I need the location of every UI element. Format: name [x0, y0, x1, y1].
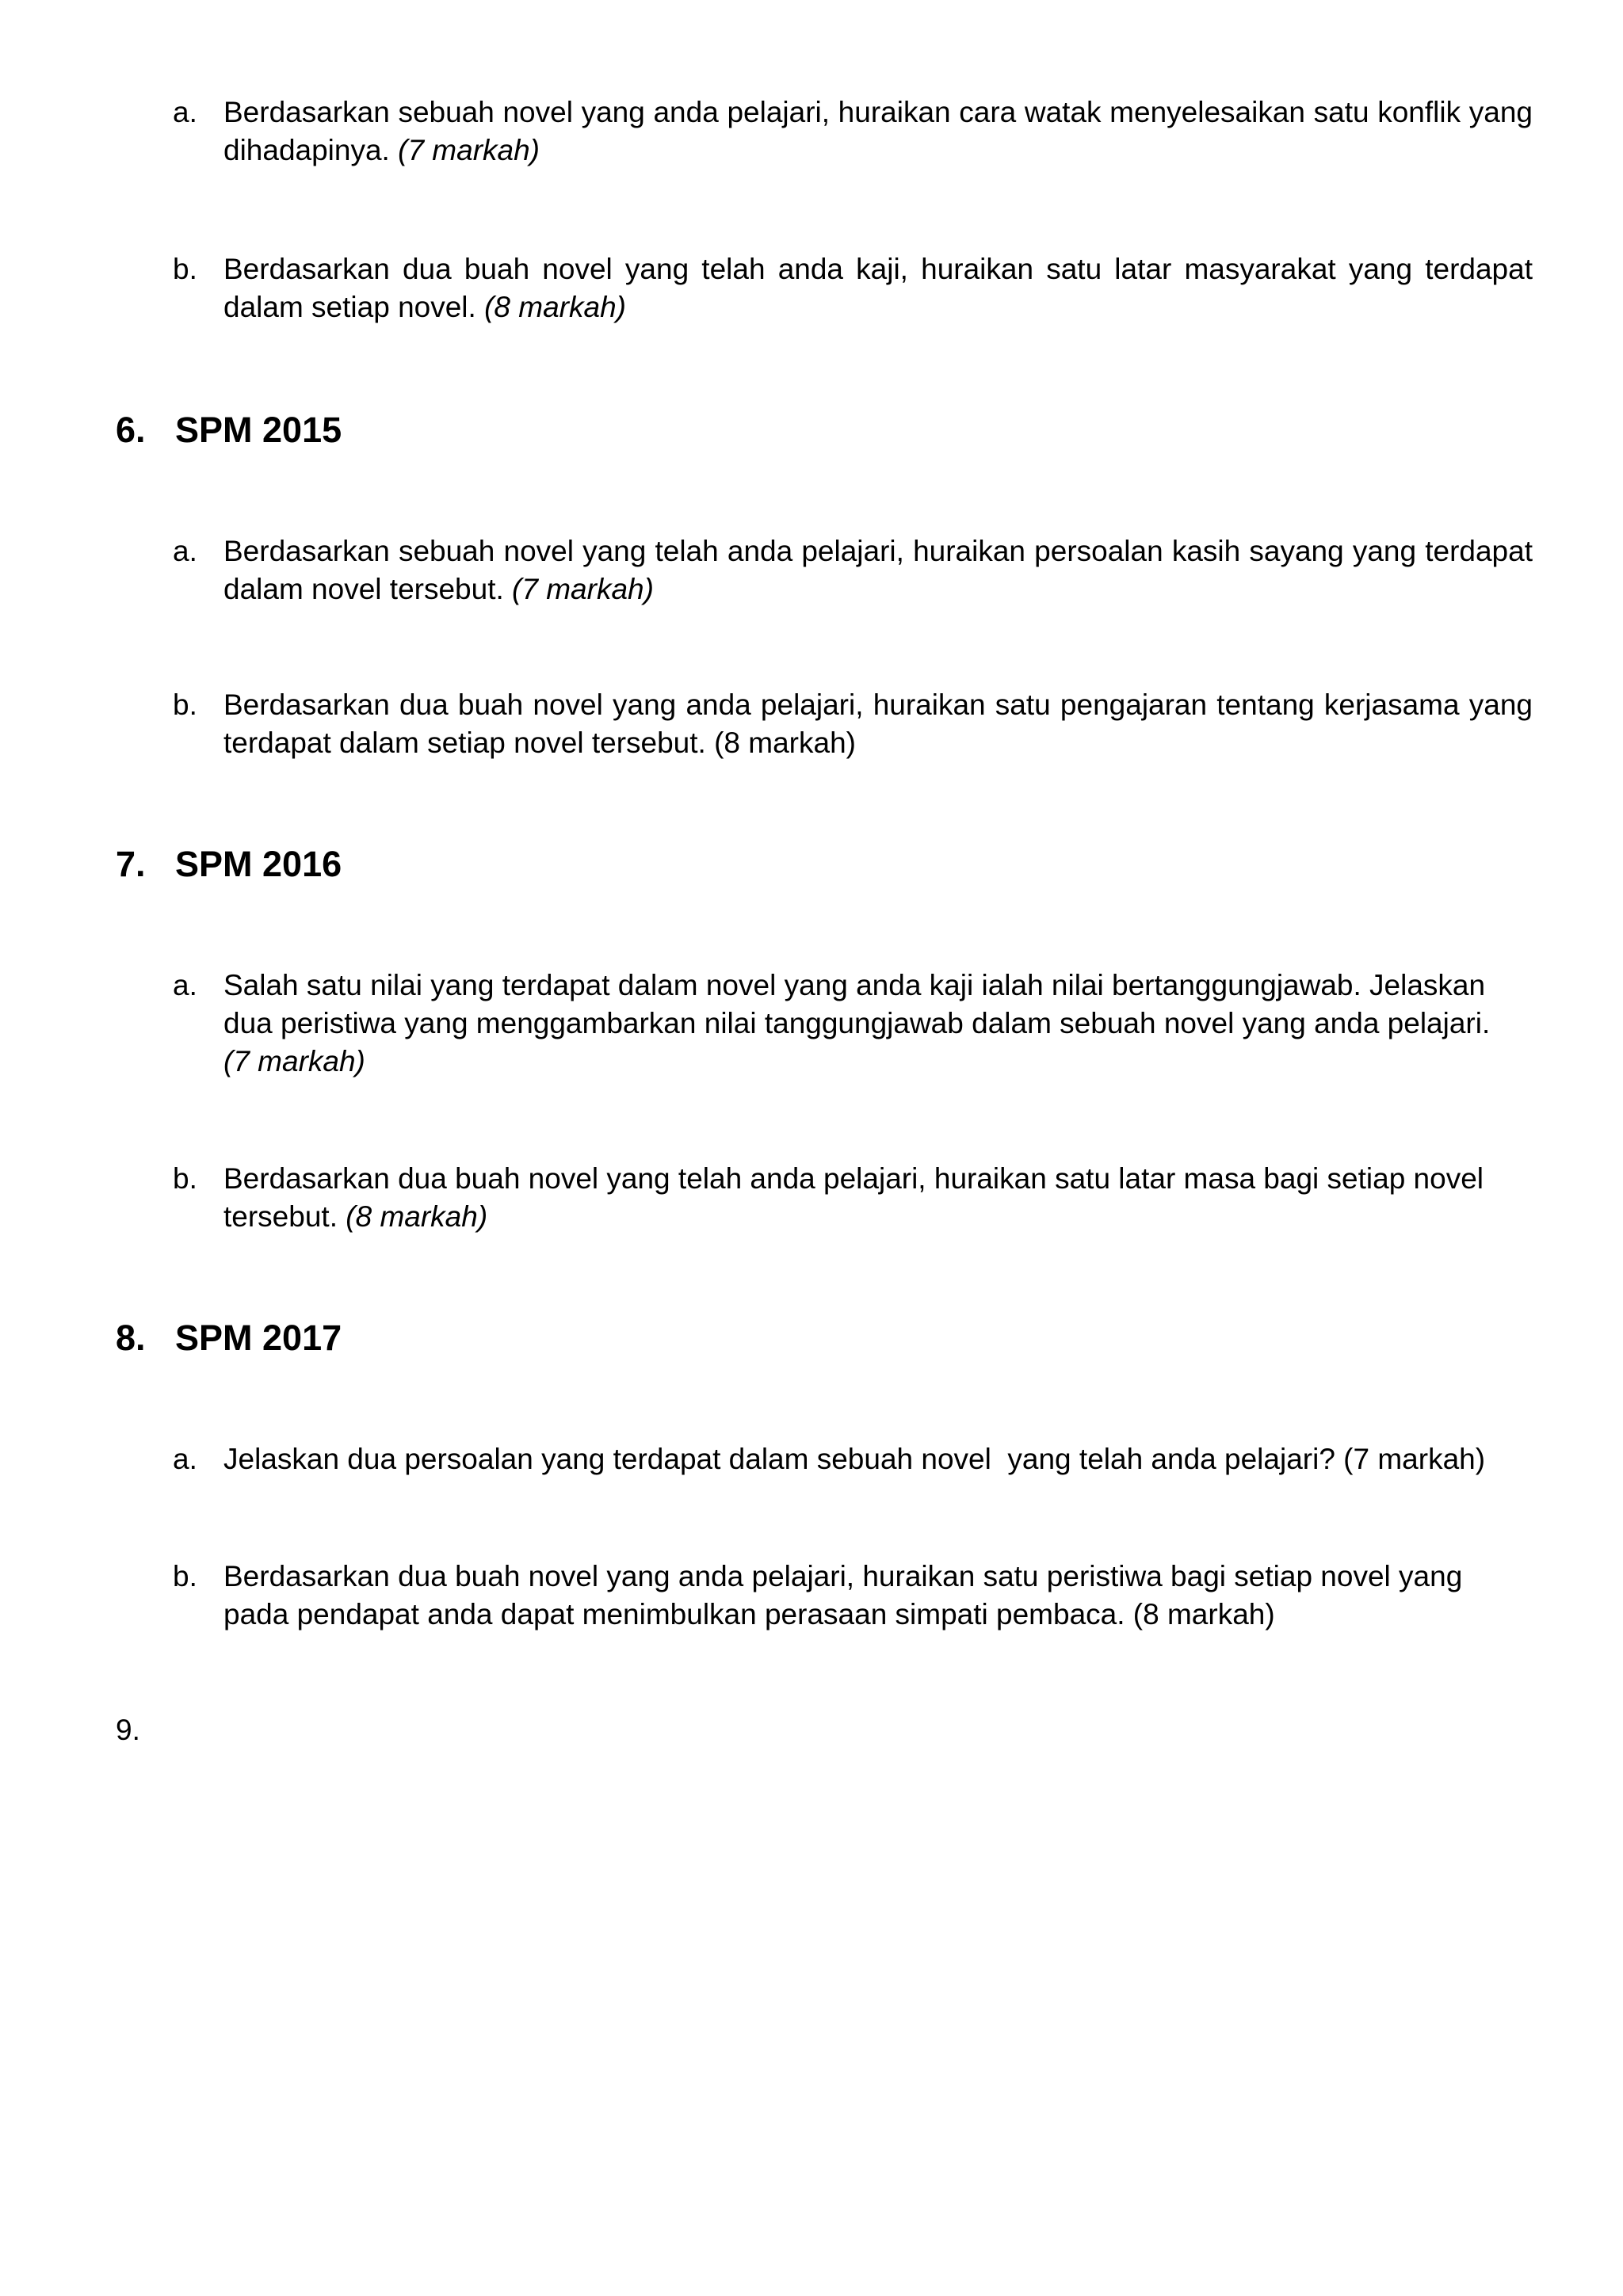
- question-marks: (8 markah): [484, 291, 626, 323]
- question-text: [223, 93, 1533, 170]
- question-5a: [173, 93, 1533, 170]
- question-body: Berdasarkan sebuah novel yang anda pelajari, huraikan cara watak menyelesaikan satu konflik yang dihadapinya.: [223, 96, 1533, 166]
- question-6b: [173, 686, 1533, 762]
- section-number: 7.: [116, 844, 146, 884]
- question-text: [223, 967, 1523, 1081]
- question-marks: (7 markah): [223, 1045, 365, 1077]
- question-marks: (7 markah): [398, 134, 540, 166]
- question-8b: [173, 1558, 1533, 1634]
- question-7b: [173, 1160, 1533, 1236]
- question-body: Salah satu nilai yang terdapat dalam novel yang anda kaji ialah nilai bertanggungjawab. Jelaskan dua peristiwa yang menggambarkan nilai tanggungjawab dalam sebuah novel yang anda pelajari.: [223, 969, 1491, 1039]
- question-letter: b.: [173, 688, 197, 721]
- question-body: Berdasarkan sebuah novel yang telah anda pelajari, huraikan persoalan kasih sayang yang terdapat dalam novel tersebut.: [223, 535, 1533, 605]
- question-text: [223, 532, 1533, 608]
- question-marks: (7 markah): [512, 573, 654, 605]
- question-text: [223, 250, 1533, 326]
- section-number: 6.: [116, 410, 146, 450]
- section-heading-7: [116, 843, 342, 886]
- question-text: [223, 1160, 1523, 1236]
- question-7a: [173, 967, 1533, 1081]
- section-title: SPM 2016: [175, 844, 342, 884]
- question-letter: a.: [173, 535, 197, 567]
- question-letter: b.: [173, 1162, 197, 1195]
- question-8a: [173, 1440, 1533, 1478]
- section-number-9: 9.: [116, 1714, 140, 1746]
- section-number: 8.: [116, 1318, 146, 1358]
- question-text: Berdasarkan dua buah novel yang anda pelajari, huraikan satu pengajaran tentang kerjasama yang terdapat dalam setiap novel tersebut. (8 markah): [223, 688, 1533, 759]
- question-letter: a.: [173, 1443, 197, 1475]
- section-heading-8: [116, 1317, 342, 1360]
- question-5b: [173, 250, 1533, 326]
- question-body: Berdasarkan dua buah novel yang telah anda kaji, huraikan satu latar masyarakat yang terdapat dalam setiap novel.: [223, 253, 1533, 323]
- question-letter: a.: [173, 96, 197, 128]
- question-letter: b.: [173, 1560, 197, 1592]
- section-heading-6: [116, 409, 342, 452]
- question-text: Jelaskan dua persoalan yang terdapat dalam sebuah novel yang telah anda pelajari? (7 markah): [223, 1443, 1486, 1475]
- question-letter: b.: [173, 253, 197, 285]
- section-title: SPM 2017: [175, 1318, 342, 1358]
- question-marks: (8 markah): [346, 1200, 488, 1233]
- question-text: Berdasarkan dua buah novel yang anda pelajari, huraikan satu peristiwa bagi setiap novel yang pada pendapat anda dapat menimbulkan perasaan simpati pembaca. (8 markah): [223, 1560, 1463, 1630]
- question-body: Berdasarkan dua buah novel yang telah anda pelajari, huraikan satu latar masa bagi setiap novel tersebut.: [223, 1162, 1484, 1233]
- section-title: SPM 2015: [175, 410, 342, 450]
- question-6a: [173, 532, 1533, 608]
- question-letter: a.: [173, 969, 197, 1001]
